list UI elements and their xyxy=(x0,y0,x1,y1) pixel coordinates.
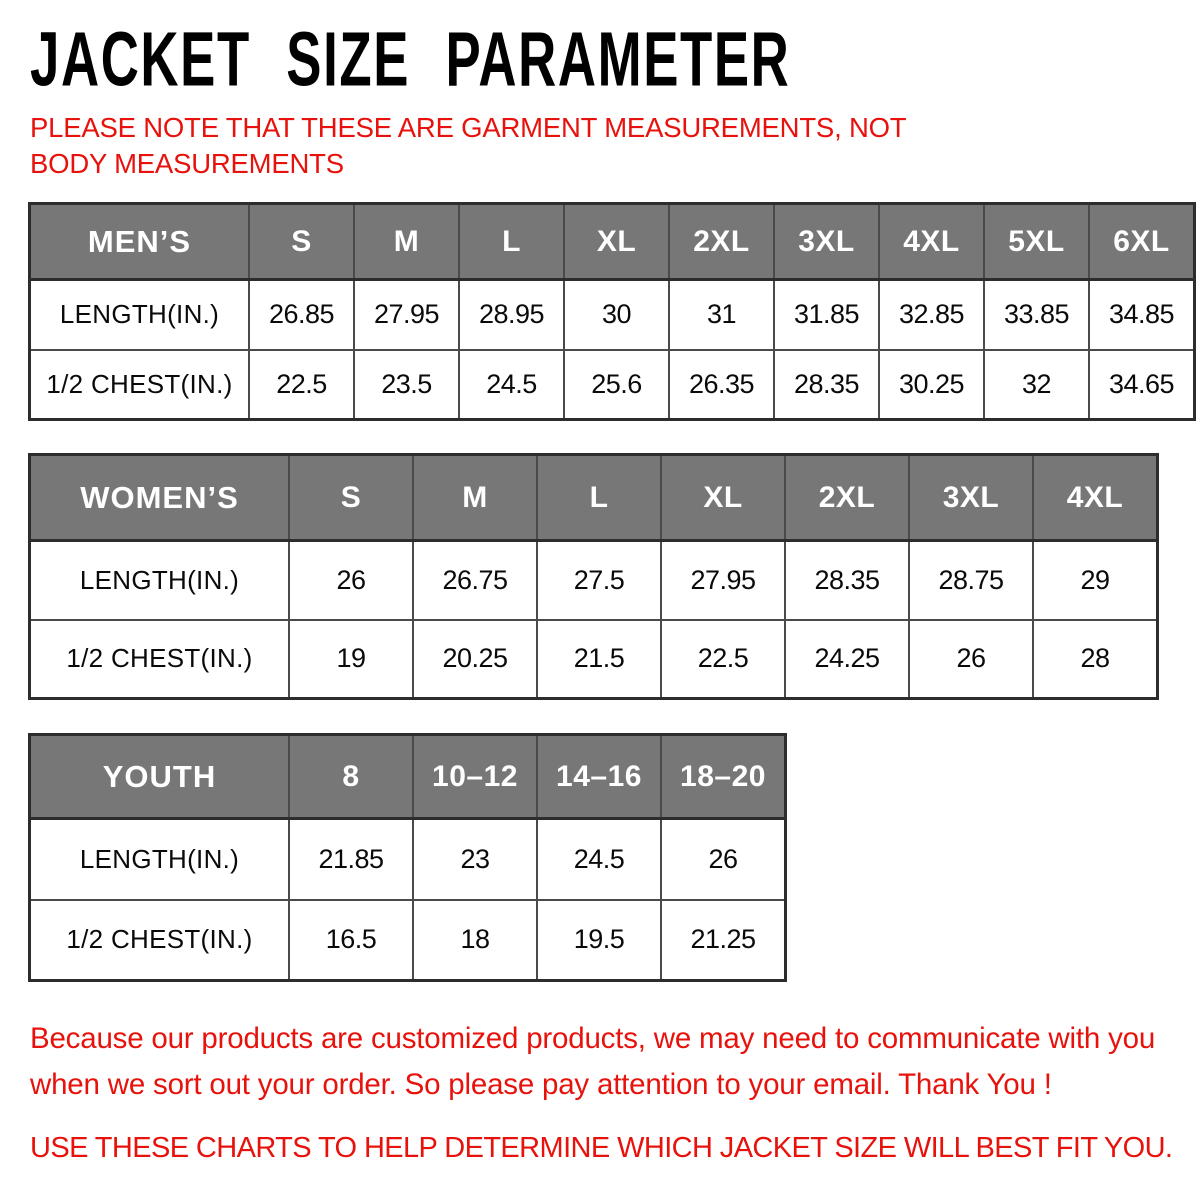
size-value-cell: 19.5 xyxy=(537,900,661,981)
size-value-cell: 22.5 xyxy=(249,350,354,420)
size-table-2 xyxy=(28,733,787,982)
footer-fit-note: USE THESE CHARTS TO HELP DETERMINE WHICH JACKET SIZE WILL BEST FIT YOU. xyxy=(30,1132,1173,1164)
size-column-header: 14–16 xyxy=(537,735,661,819)
size-table-0 xyxy=(28,202,1196,421)
size-value-cell: 23 xyxy=(413,819,537,900)
size-column-header: L xyxy=(459,204,564,280)
size-value-cell: 31.85 xyxy=(774,280,879,350)
size-value-cell: 21.85 xyxy=(289,819,413,900)
size-column-header: 10–12 xyxy=(413,735,537,819)
garment-measurement-note: PLEASE NOTE THAT THESE ARE GARMENT MEASUREMENTS, NOT BODY MEASUREMENTS xyxy=(30,112,906,179)
size-value-cell: 31 xyxy=(669,280,774,350)
size-value-cell: 29 xyxy=(1033,541,1158,620)
size-column-header: M xyxy=(413,455,537,541)
size-value-cell: 26 xyxy=(661,819,786,900)
size-tables-container xyxy=(28,202,1200,982)
size-value-cell: 30.25 xyxy=(879,350,984,420)
size-value-cell: 27.95 xyxy=(354,280,459,350)
size-value-cell: 24.5 xyxy=(537,819,661,900)
size-column-header: M xyxy=(354,204,459,280)
size-column-header: 4XL xyxy=(879,204,984,280)
page-title: JACKET SIZE PARAMETER xyxy=(30,15,791,102)
size-value-cell: 20.25 xyxy=(413,620,537,699)
size-column-header: 5XL xyxy=(984,204,1089,280)
size-value-cell: 21.25 xyxy=(661,900,786,981)
size-value-cell: 32 xyxy=(984,350,1089,420)
table-row xyxy=(30,900,786,981)
table-row xyxy=(30,620,1158,699)
row-label: LENGTH(IN.) xyxy=(30,280,250,350)
table-row xyxy=(30,350,1195,420)
size-value-cell: 28 xyxy=(1033,620,1158,699)
size-value-cell: 27.5 xyxy=(537,541,661,620)
size-value-cell: 18 xyxy=(413,900,537,981)
size-value-cell: 26.85 xyxy=(249,280,354,350)
size-value-cell: 21.5 xyxy=(537,620,661,699)
size-value-cell: 34.85 xyxy=(1089,280,1195,350)
size-value-cell: 33.85 xyxy=(984,280,1089,350)
size-column-header: XL xyxy=(564,204,669,280)
size-column-header: L xyxy=(537,455,661,541)
size-value-cell: 16.5 xyxy=(289,900,413,981)
size-column-header: S xyxy=(289,455,413,541)
size-value-cell: 26.75 xyxy=(413,541,537,620)
size-value-cell: 28.35 xyxy=(785,541,909,620)
size-column-header: 2XL xyxy=(669,204,774,280)
size-value-cell: 26 xyxy=(909,620,1033,699)
size-value-cell: 23.5 xyxy=(354,350,459,420)
footer-customization-note: Because our products are customized products, we may need to communicate with you when we sort out your order. So please pay attention to your email. Thank You ! xyxy=(30,1022,1156,1101)
size-value-cell: 24.25 xyxy=(785,620,909,699)
size-column-header: 8 xyxy=(289,735,413,819)
size-value-cell: 28.95 xyxy=(459,280,564,350)
size-table-1 xyxy=(28,453,1159,700)
size-value-cell: 25.6 xyxy=(564,350,669,420)
size-column-header: 2XL xyxy=(785,455,909,541)
table-row xyxy=(30,280,1195,350)
size-column-header: 3XL xyxy=(909,455,1033,541)
size-value-cell: 28.35 xyxy=(774,350,879,420)
table-group-label: WOMEN’S xyxy=(30,455,290,541)
table-group-label: MEN’S xyxy=(30,204,250,280)
table-row xyxy=(30,541,1158,620)
size-value-cell: 24.5 xyxy=(459,350,564,420)
size-value-cell: 22.5 xyxy=(661,620,785,699)
size-value-cell: 28.75 xyxy=(909,541,1033,620)
size-chart-page xyxy=(0,15,1200,1200)
row-label: 1/2 CHEST(IN.) xyxy=(30,620,290,699)
size-column-header: 3XL xyxy=(774,204,879,280)
size-column-header: 4XL xyxy=(1033,455,1158,541)
size-column-header: 18–20 xyxy=(661,735,786,819)
row-label: LENGTH(IN.) xyxy=(30,541,290,620)
table-group-label: YOUTH xyxy=(30,735,290,819)
size-value-cell: 26.35 xyxy=(669,350,774,420)
size-value-cell: 26 xyxy=(289,541,413,620)
row-label: LENGTH(IN.) xyxy=(30,819,290,900)
size-value-cell: 27.95 xyxy=(661,541,785,620)
size-value-cell: 32.85 xyxy=(879,280,984,350)
table-row xyxy=(30,819,786,900)
size-value-cell: 30 xyxy=(564,280,669,350)
size-column-header: XL xyxy=(661,455,785,541)
row-label: 1/2 CHEST(IN.) xyxy=(30,900,290,981)
size-value-cell: 19 xyxy=(289,620,413,699)
size-value-cell: 34.65 xyxy=(1089,350,1195,420)
row-label: 1/2 CHEST(IN.) xyxy=(30,350,250,420)
size-column-header: 6XL xyxy=(1089,204,1195,280)
size-column-header: S xyxy=(249,204,354,280)
